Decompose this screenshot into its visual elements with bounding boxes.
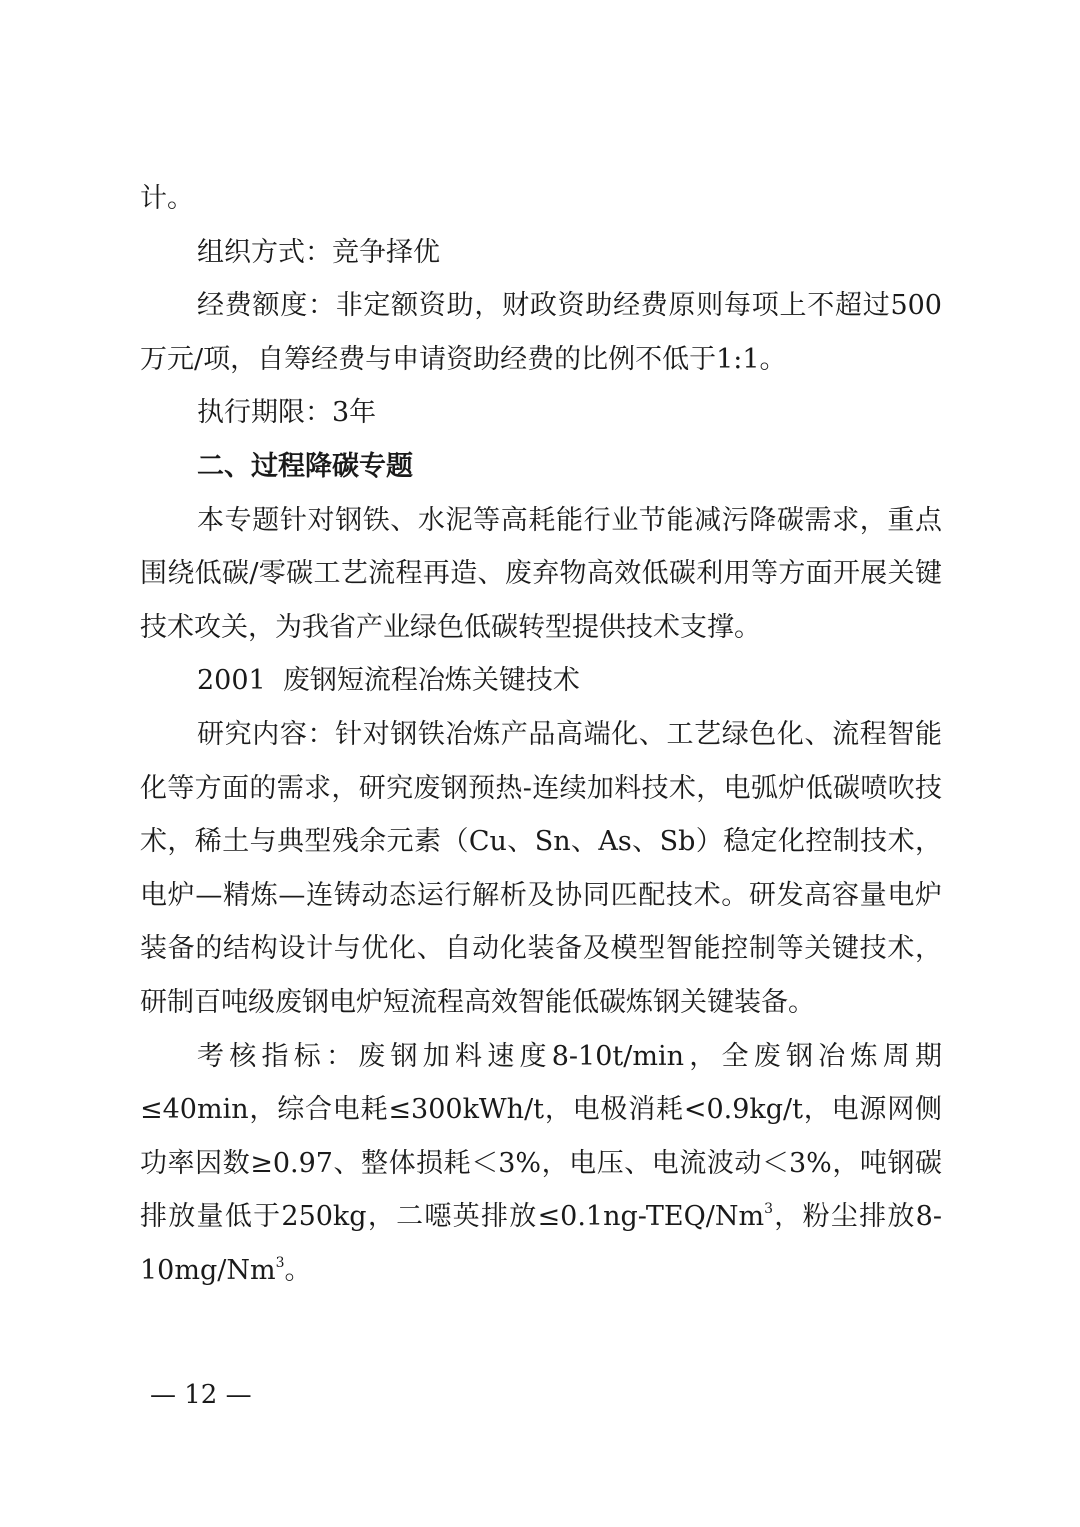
project-title: 2001 废钢短流程冶炼关键技术 [197, 665, 580, 697]
paragraph-continuation: 计。 [140, 183, 194, 214]
section-heading: 二、过程降碳专题 [197, 450, 413, 482]
topic-intro: 本专题针对钢铁、水泥等高耗能行业节能减污降碳需求，重点围绕低碳/零碳工艺流程再造、废弃物高效低碳利用等方面开展关键技术攻关，为我省产业绿色低碳转型提供技术支撑。 [140, 504, 942, 643]
organization-method: 组织方式：竞争择优 [197, 236, 440, 268]
page-number: — 12 — [150, 1380, 252, 1410]
assessment-text-part3: 。 [284, 1254, 312, 1286]
research-content: 研究内容：针对钢铁冶炼产品高端化、工艺绿色化、流程智能化等方面的需求，研究废钢预热-连续加料技术，电弧炉低碳喷吹技术，稀土与典型残余元素（Cu、Sn、As、Sb）稳定化控制技术，电炉—精炼—连铸动态运行解析及协同匹配技术。研发高容量电炉装备的结构设计与优化、自动化装备及模型智能控制等关键技术，研制百吨级废钢电炉短流程高效智能低碳炼钢关键装备。 [140, 718, 942, 1018]
superscript-3: 3 [275, 1254, 285, 1271]
assessment-text-part1: 考核指标：废钢加料速度8-10t/min，全废钢冶炼周期≤40min，综合电耗≤300kWh/t，电极消耗<0.9kg/t，电源网侧功率因数≥0.97、整体损耗＜3%，电压、电流波动＜3%，吨钢碳排放量低于250kg，二噁英排放≤0.1ng-TEQ/Nm [140, 1040, 942, 1233]
assessment-indicators [140, 1030, 942, 1298]
funding-amount: 经费额度：非定额资助，财政资助经费原则每项上不超过500万元/项，自筹经费与申请资助经费的比例不低于1:1。 [140, 290, 942, 375]
execution-period: 执行期限：3年 [197, 397, 377, 429]
superscript-3: 3 [764, 1201, 774, 1218]
document-body [140, 172, 942, 1297]
assessment-text-part2: ，粉尘排放8-10mg/Nm [140, 1201, 942, 1286]
